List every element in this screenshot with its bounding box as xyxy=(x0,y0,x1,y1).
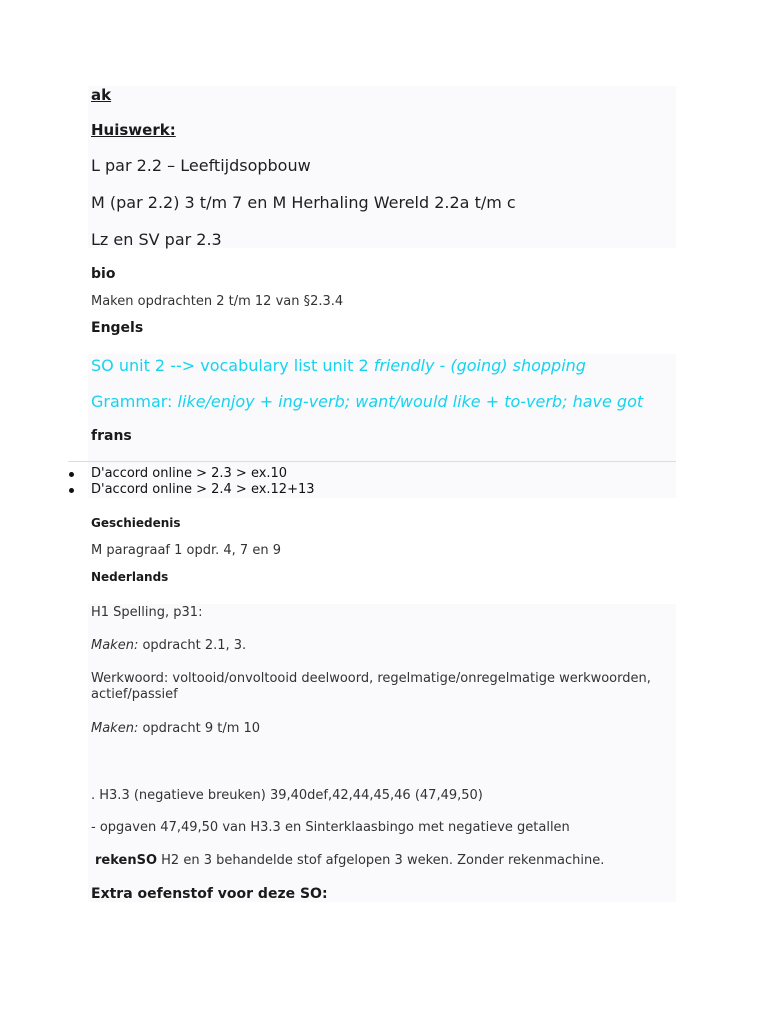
frans-divider xyxy=(68,461,676,462)
subject-nederlands-heading: Nederlands xyxy=(91,570,169,584)
frans-item-text: D'accord online > 2.3 > ex.10 xyxy=(91,466,288,481)
list-item xyxy=(68,482,676,498)
bullet-dot-icon xyxy=(69,488,74,493)
engels-grammar-label: Grammar: xyxy=(91,392,178,411)
ak-line-3: Lz en SV par 2.3 xyxy=(91,230,222,249)
engels-vocabulary-line xyxy=(91,356,586,375)
subject-bio-heading: bio xyxy=(91,266,116,282)
maken-text: opdracht 2.1, 3. xyxy=(138,638,247,653)
subject-geschiedenis-heading: Geschiedenis xyxy=(91,516,181,530)
huiswerk-heading: Huiswerk: xyxy=(91,121,176,139)
nederlands-maken-line-1 xyxy=(91,638,246,653)
maken-label: Maken: xyxy=(91,721,139,736)
engels-grammar-line xyxy=(91,392,643,411)
engels-vocabulary-text: SO unit 2 --> vocabulary list unit 2 xyxy=(91,356,374,375)
maken-label: Maken: xyxy=(91,638,139,653)
maken-text: opdracht 9 t/m 10 xyxy=(138,721,261,736)
subject-frans-heading: frans xyxy=(91,428,132,444)
ak-line-2: M (par 2.2) 3 t/m 7 en M Herhaling Wereld 2.2a t/m c xyxy=(91,193,516,212)
nederlands-spelling-line: H1 Spelling, p31: xyxy=(91,605,203,620)
rekenen-extra-heading: Extra oefenstof voor deze SO: xyxy=(91,886,328,902)
nederlands-maken-line-2 xyxy=(91,721,260,736)
subject-ak-heading: ak xyxy=(91,86,112,104)
list-item xyxy=(68,466,676,482)
bullet-dot-icon xyxy=(69,472,74,477)
rekenen-opgaven-line: - opgaven 47,49,50 van H3.3 en Sinterklaasbingo met negatieve getallen xyxy=(91,820,570,835)
engels-grammar-topics: like/enjoy + ing-verb; want/would like + to-verb; have got xyxy=(177,392,644,411)
geschiedenis-line: M paragraaf 1 opdr. 4, 7 en 9 xyxy=(91,543,281,558)
nederlands-werkwoord-line: Werkwoord: voltooid/onvoltooid deelwoord, regelmatige/onregelmatige werkwoorden, actief/passief xyxy=(91,671,651,702)
frans-item-text: D'accord online > 2.4 > ex.12+13 xyxy=(91,482,315,497)
rekenso-text: H2 en 3 behandelde stof afgelopen 3 weken. Zonder rekenmachine. xyxy=(157,853,605,868)
bio-line: Maken opdrachten 2 t/m 12 van §2.3.4 xyxy=(91,294,344,309)
rekenen-h33-line: . H3.3 (negatieve breuken) 39,40def,42,44,45,46 (47,49,50) xyxy=(91,788,483,803)
engels-vocabulary-topic: friendly - (going) shopping xyxy=(373,356,586,375)
subject-engels-heading: Engels xyxy=(91,320,144,336)
frans-bullet-list xyxy=(68,466,676,498)
ak-line-1: L par 2.2 – Leeftijdsopbouw xyxy=(91,156,311,175)
rekenso-label: rekenSO xyxy=(95,853,158,868)
rekenen-rekenso-line xyxy=(95,853,604,868)
